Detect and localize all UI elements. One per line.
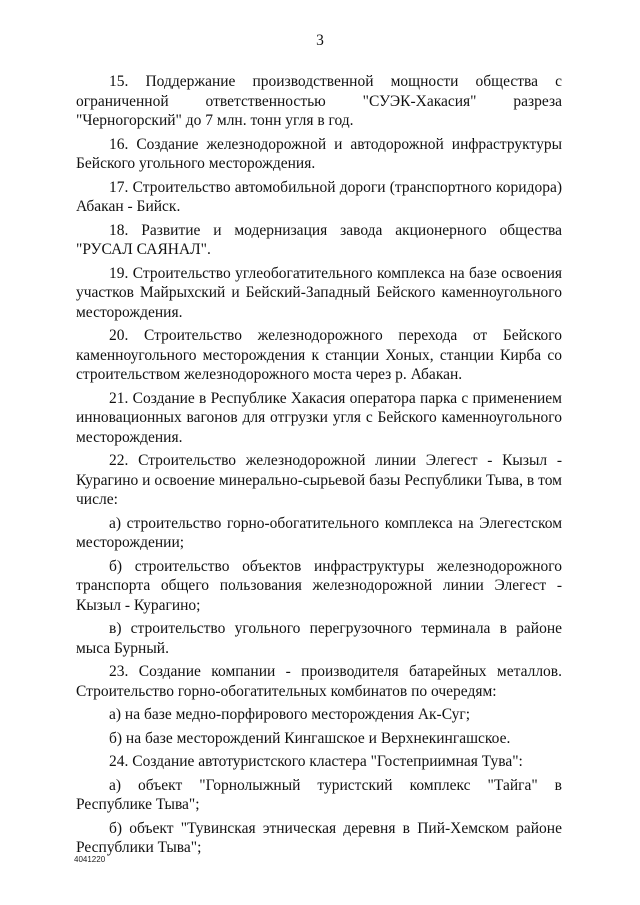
paragraph-23-b: б) на базе месторождений Кингашское и Верхнекингашское. (109, 729, 511, 747)
paragraph-18: 18. Развитие и модернизация завода акционерного общества "РУСАЛ САЯНАЛ". (76, 221, 562, 258)
paragraph-24-a: а) объект "Горнолыжный туристский комплекс "Тайга" в Республике Тыва"; (76, 776, 562, 813)
paragraph-22-a: а) строительство горно-обогатительного комплекса на Элегестском месторождении; (76, 514, 562, 551)
paragraph-22-c: в) строительство угольного перегрузочного терминала в районе мыса Бурный. (76, 620, 562, 657)
paragraph-16: 16. Создание железнодорожной и автодорожной инфраструктуры Бейского угольного месторождения. (76, 135, 562, 172)
paragraph-19: 19. Строительство углеобогатительного комплекса на базе освоения участков Майрыхский и Бейский-Западный Бейского каменноугольного месторождения. (76, 264, 562, 321)
paragraph-15: 15. Поддержание производственной мощности общества с ограниченной ответственностью "СУЭК-Хакасия" разреза "Черногорский" до 7 млн. тонн угля в год. (76, 73, 562, 129)
paragraph-17: 17. Строительство автомобильной дороги (транспортного коридора) Абакан - Бийск. (76, 178, 562, 215)
paragraph-21: 21. Создание в Республике Хакасия оператора парка с применением инновационных вагонов для отгрузки угля с Бейского каменноугольного месторождения. (76, 389, 562, 446)
paragraph-24: 24. Создание автотуристского кластера "Гостеприимная Тува": (109, 753, 523, 770)
paragraph-22-b: б) строительство объектов инфраструктуры железнодорожного транспорта общего пользования железнодорожной линии Элегест - Кызыл - Курагино; (76, 557, 562, 614)
document-code: 4041220 (74, 855, 106, 864)
paragraph-24-b: б) объект "Тувинская этническая деревня в Пий-Хемском районе Республики Тыва"; (76, 819, 562, 856)
paragraph-23-a: а) на базе медно-порфирового месторождения Ак-Суг; (109, 706, 471, 723)
paragraph-20: 20. Строительство железнодорожного перехода от Бейского каменноугольного месторождения к станции Хоных, станции Кирба со строительством железнодорожного моста через р. Абакан. (76, 327, 562, 383)
paragraph-22: 22. Строительство железнодорожной линии Элегест - Кызыл - Курагино и освоение минерально-сырьевой базы Республики Тыва, в том числе: (76, 452, 562, 508)
document-body (76, 72, 562, 862)
paragraph-23: 23. Создание компании - производителя батарейных металлов. Строительство горно-обогатительных комбинатов по очередям: (76, 663, 562, 700)
page-number: 3 (316, 32, 324, 49)
